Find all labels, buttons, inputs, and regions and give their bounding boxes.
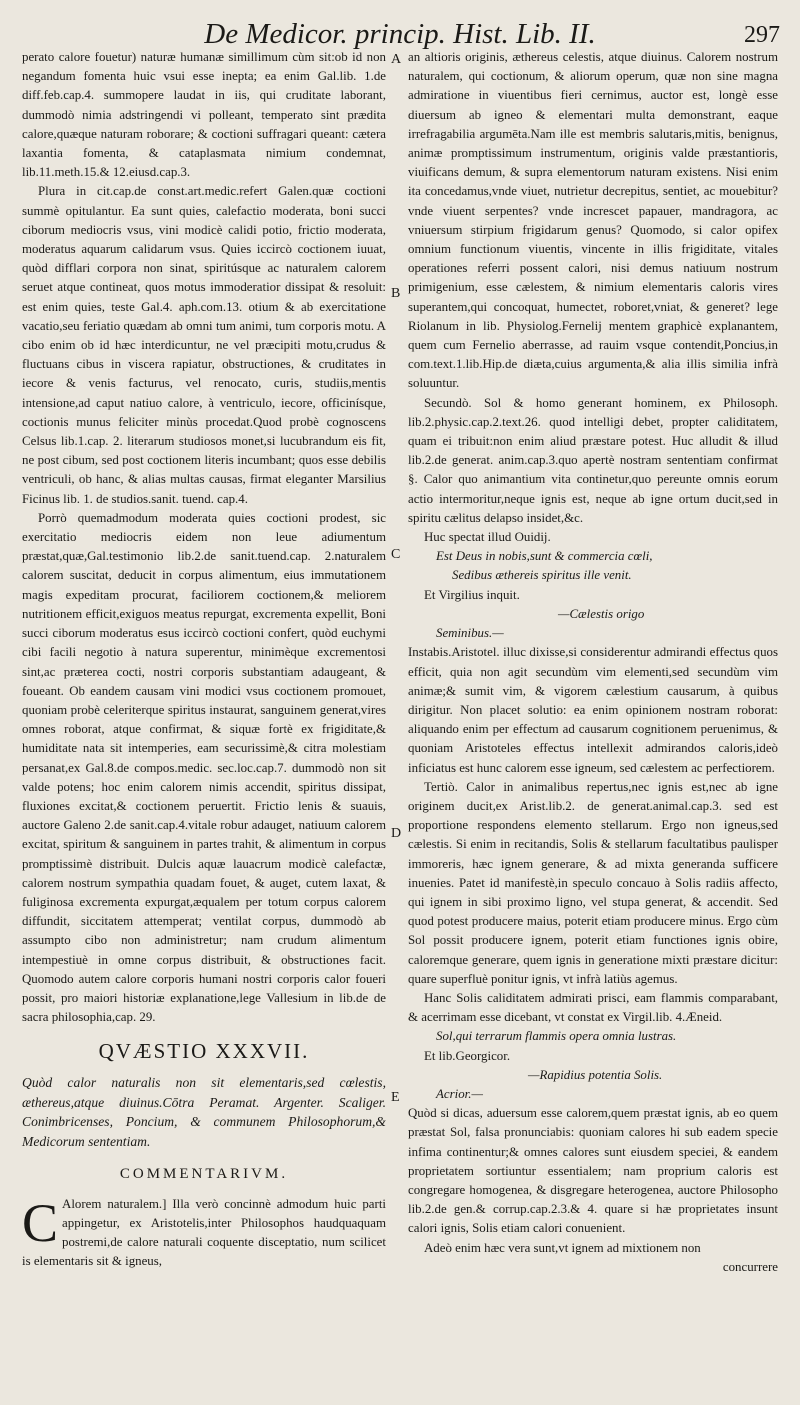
left-paragraph-2: Plura in cit.cap.de const.art.medic.refert Galen.quæ coctioni summè opitulantur. Ea sunt quies, calefactio moderata, boni succi ciborum mediocris vsus, vini modicè calidi potio, frictio moderata, moderatus aquarum calidarum vsus. Quies iccircò coctionem iuuat, quòd difflari corpora non sinat, spiritúsque ac naturalem calorem seruet atque contineat, quos motus immoderatior dissipat & resoluit: est enim quies, teste Gal.4. aph.com.13. otium & ab exercitatione vacatio,seu feriatio quædam ab omni tum animi, tum corporis motu. A cibo enim ob id hæc interdicuntur, ne vel præcipiti motu,crudus & fluctuans cibus in viscera rapiatur, obstructiones, & cruditates in iecore & venis facturus, vel renocato, curis, studiis,mentis intensione,ad caput natiuo calore, à ventriculo, iecore, officinísque, coctionis munus feliciter minùs procedat.Quod probè cognoscens Celsus lib.1.cap. 2. literarum studiosos monet,si lucubrandum eis fit, ne post cibum, sed post coctionem literis incumbant; quos esse debilis ventriculi, ob hanc, & alias multas causas, firmat eleganter Marsilius Ficinus lib. 1. de studios.sanit. tuend. cap.4. <box>22 184 386 506</box>
question-title: QVÆSTIO XXXVII. <box>98 1039 310 1064</box>
margin-letter-d: D <box>391 826 402 841</box>
right-paragraph-5: Hanc Solis caliditatem admirati prisci, eam flammis comparabant, & acerrimam esse dicebant, vt constat ex Virgil.lib. 4.Æneid. <box>408 990 778 1025</box>
georgic-verse-line-2: Acrior.— <box>436 1086 483 1101</box>
left-column <box>22 48 386 1271</box>
left-paragraph-1: perato calore fouetur) naturæ humanæ simillimum cùm sit:ob id non negandum fomenta huic vsui esse inepta; ea enim Gal.lib. 1.de diff.feb.cap.4. summopere laudat in iis, qui cruditate laborant, dummodò nimia adstringendi vi polleant, temperato sint prædita calore,quæque naturam roborare; & coctioni suffragari queant: cætera laxantia fomenta, & cataplasmata nimium condemnat, lib.11.meth.15.& 12.eiusd.cap.3. <box>22 50 386 180</box>
sol-verse: Sol,qui terrarum flammis opera omnia lustras. <box>436 1029 677 1044</box>
georgic-intro: Et lib.Georgicor. <box>424 1048 511 1063</box>
margin-letter-b: B <box>391 286 401 301</box>
virgil-intro: Et Virgilius inquit. <box>424 587 520 602</box>
ovid-intro: Huc spectat illud Ouidij. <box>424 530 551 545</box>
commentary-heading: COMMENTARIVM. <box>119 1166 289 1183</box>
right-paragraph-6: Quòd si dicas, aduersum esse calorem,quem præstat ignis, ab eo quem præstat Sol, falsa pronunciabis: quoniam calores hi sub eadem specie infima continentur;& omnes calores sunt eiusdem speciei, & eandem proprietatem sortiuntur essentialem; nam proprium caloris est congregare homogenea, & disgregare heterogenea, auctore Philosopho lib.2.de gen.& corrup.cap.2.3.& 4. quare si hæ proprietates insunt calori ignis, Solis etiam calori conuenient. <box>408 1106 778 1236</box>
right-column <box>408 48 778 1277</box>
page-number: 297 <box>744 22 780 48</box>
margin-letter-e: E <box>391 1090 400 1105</box>
right-paragraph-1: an altioris originis, æthereus celestis, atque diuinus. Calorem nostrum naturalem, qui coctionum, & aliorum operum, quæ non sine magna admiratione in viuentibus fieri cernimus, auctor est, longè esse diuersum ab igneo & elementari multa demonstrant, eaque irrefragabilia argumēta.Nam ille est membris salutaris,mitis, benignus, animæ promptissimum instrumentum, originis valde præstantioris, viuificans demum, & supra elementorum naturam existens. Nisi enim ita concedamus,vnde viuet, nutrietur decrepitus, sentiet, ac mouebitur? vnde viuent serpentes? vnde increscet papauer, mandragora, ac vniuersum stirpium frigidarum genus? Quomodo, si calor opifex omnium functionum viuentis, vincente in illis frigiditate, vitales operationes referri possent calori, nisi demus natiuum nostrum primigenium, esse cælestem, & nimium elementaris caloris vires superantem,qui concoquat, humectet, roboret,vniat, & generet? lege Riolanum in lib. Physiolog.Fernelij mentem graphicè explanantem, quem cum Fernelio aberrasse, ad rauim vsque contendit,Poncius,in com.text.1.lib.Hip.de diæta,cuius argumenta,& alia illis similia infrà soluuntur. <box>408 50 778 391</box>
right-paragraph-2: Secundò. Sol & homo generant hominem, ex Philosoph. lib.2.physic.cap.2.text.26. quod intelligi debet, propter caliditatem, quam ei tribuit:non enim aliud præstare potest. Huc alludit & illud lib.2.de generat. anim.cap.3.quo apertè nostram sententiam confirmat §. Calor quo animantium vita continetur,quo pereunte omnis eorum actio intermoritur,neque ignis est, neque ab igne ortum ducit,sed in spiritu cælitus delapso insidet,&c. <box>408 395 778 525</box>
question-subtitle: Quòd calor naturalis non sit elementaris,sed cœlestis, æthereus,atque diuinus.Cōtra Peramat. Argenter. Scaliger. Conimbricenses, Poncium, & communem Philosophorum,& Medicorum sententiam. <box>22 1075 386 1149</box>
margin-letter-c: C <box>391 547 401 562</box>
right-paragraph-4: Tertiò. Calor in animalibus repertus,nec ignis est,nec ab igne originem ducit,ex Arist.lib.2. de generat.animal.cap.3. sed est proportione respondens elemento stellarum. Ergo non igneus,sed cælestis. Si enim in recitandis, Solis & stellarum facultatibus paulisper immoreris, hæc ignem generare, & ad mixta generanda sufficere inuenies. Patet id manifestè,in speculo concauo à Solis radiis affecto, qui ignem in sibi proximo ligno, vel stupa generat, & accendit. Sed quod potest producere maius, poterit etiam producere minus. Ergo cùm Sol possit producere ignem, poterit etiam functiones ignis obire, caloremque generare, quem ignis in generatione mixti præstare dicitur: quare superfluè ponitur ignis, vt infrà latiùs agemus. <box>408 779 778 986</box>
left-paragraph-3: Porrò quemadmodum moderata quies coctioni prodest, sic exercitatio mediocris eidem non leue adiumentum præstat,quæ,Gal.testimonio lib.2.de sanit.tuend.cap. 2.naturalem calorem suscitat, deducit in corpus alimentum, eius immutationem magis expeditam procurat, faciliorem coctionem,& meliorem nutritionem efficit,exiguos meatus repurgat, excrementa expellit, Boni succi ciborum moderatus esus iccircò coctioni confert, quòd euchymi cibi facili negotio à natura superentur, minimèque excrementosi sint,ac præterea cocti, nostri corporis substantiam adaugeant, & foueant. Ob eandem causam vini modici vsus coctionem promouet, quoniam probè celeriterque spiritus instaurat, sanguinem generat,vires omnes roborat, atque confirmat, & siquæ fortè ex frigiditate,& humiditate nata sit intemperies, eam securissimè,& citra molestiam persanat,ex Gal.8.de compos.medic. sec.loc.cap.7. dummodò non sit valde potens; hoc enim calorem nimis accendit, spiritus dissipat, fluxiones excitat,& coctionem peruertit. Frictio lenis & suauis, auctore Galeno 2.de sanit.cap.4.vitale robur adauget, natiuum calorem excitat, spiritum & sanguinem in partes trahit, & alimentum in corpus promptissimè distribuit. Dulcis aquæ lauacrum modicè calefactæ, calorem nostrum sympathia quadam fouet, & auget, cutem laxat, & fuliginosa excrementa expurgat,æqualem per totum corpus calorem diffundit, siccitatem attemperat; ventilat corpus, dummodò ab assumpto cibo non administretur; nam crudum alimentum intempestiuè in omne corpus distribuit, & obstructiones facit. Quomodo autem calore corporis humani nostri corporis calor foueri possit, pro maiori historiæ explanatione,lege Vallesium in lib.de de sacra philosophia,cap. 29. <box>22 510 386 1025</box>
georgic-verse-line-1: —Rapidius potentia Solis. <box>528 1067 663 1082</box>
commentary-paragraph <box>22 1192 386 1272</box>
right-paragraph-7: Adeò enim hæc vera sunt,vt ignem ad mixtionem non <box>424 1240 701 1255</box>
catchword: concurrere <box>722 1259 778 1274</box>
margin-letter-a: A <box>391 52 402 67</box>
commentary-text: Alorem naturalem.] Illa verò concinnè admodum huic parti appingetur, ex Aristotelis,inter Philosophos haudquaquam postremi,de calore naturali coquente disceptatio, num scilicet is elementaris sit & igneus, <box>22 1196 386 1269</box>
drop-cap: C <box>22 1192 59 1253</box>
right-paragraph-3: Instabis.Aristotel. illuc dixisse,si considerentur admirandi effectus quos efficit, quia non agit secundùm vim elementi,sed secundùm vim animæ;& sumit vim, & vigorem cælestium causarum, à quibus dirigitur. Non placet solutio: ea enim opinionem nostram roborat: aliquando enim per effectum ad causarum cognitionem peruenimus, & quoniam Aristoteles effectus intellexit admirandos caloris,ideò inficiatus est hunc calorem esse igneum, sed cælestem ac perfectiorem. <box>408 645 778 775</box>
running-title: De Medicor. princip. Hist. Lib. II. <box>204 18 596 50</box>
ovid-verse-line-2: Sedibus æthereis spiritus ille venit. <box>452 568 632 583</box>
virgil-verse-line-2: Seminibus.— <box>436 626 504 641</box>
virgil-verse-line-1: —Cælestis origo <box>558 606 645 621</box>
ovid-verse-line-1: Est Deus in nobis,sunt & commercia cœli, <box>436 549 653 564</box>
